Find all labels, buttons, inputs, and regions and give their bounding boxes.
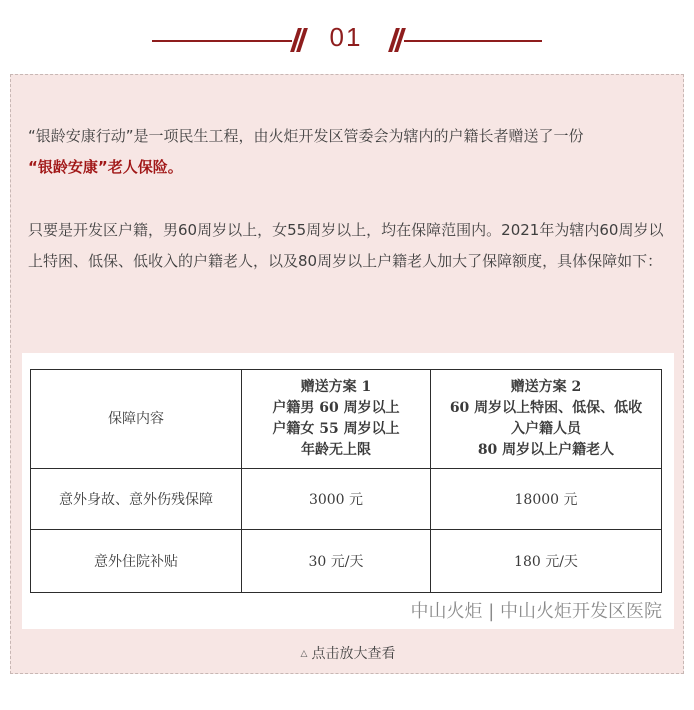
intro-paragraph <box>28 121 668 183</box>
table-row <box>31 469 662 530</box>
header-plan-1 <box>242 370 431 469</box>
plan-2-line-2: 入户籍人员 <box>511 421 581 437</box>
plan-2-title: 赠送方案 2 <box>510 379 582 395</box>
insurance-plan-table <box>30 369 662 593</box>
insurance-table-image[interactable] <box>22 353 674 629</box>
section-header <box>0 0 694 74</box>
row-plan-2-value: 18000 元 <box>431 469 662 530</box>
plan-1-age-limit: 年龄无上限 <box>301 442 371 458</box>
header-right-rule <box>404 40 542 42</box>
header-coverage: 保障内容 <box>31 370 242 469</box>
eligibility-paragraph: 只要是开发区户籍，男60周岁以上，女55周岁以上，均在保障范围内。2021年为辖内60周岁以上特困、低保、低收入的户籍老人，以及80周岁以上户籍老人加大了保障额度，具体保障如下： <box>28 221 664 270</box>
row-plan-1-value: 3000 元 <box>242 469 431 530</box>
plan-1-female: 户籍女 55 周岁以上 <box>272 421 400 437</box>
row-plan-1-value: 30 元/天 <box>242 530 431 593</box>
row-item: 意外住院补贴 <box>31 530 242 593</box>
plan-1-male: 户籍男 60 周岁以上 <box>272 400 400 416</box>
row-item: 意外身故、意外伤残保障 <box>31 469 242 530</box>
section-number: 01 <box>329 22 363 52</box>
content-card <box>10 74 684 674</box>
table-row <box>31 530 662 593</box>
intro-highlight: “银龄安康”老人保险。 <box>28 158 183 176</box>
plan-2-line-3: 80 周岁以上户籍老人 <box>477 442 615 458</box>
plan-2-line-1: 60 周岁以上特困、低保、低收 <box>449 400 643 416</box>
intro-text: “银龄安康行动”是一项民生工程，由火炬开发区管委会为辖内的户籍长者赠送了一份 <box>28 127 584 145</box>
row-plan-2-value: 180 元/天 <box>431 530 662 593</box>
table-header-row <box>31 370 662 469</box>
header-plan-2 <box>431 370 662 469</box>
plan-1-title: 赠送方案 1 <box>300 379 372 395</box>
image-watermark: 中山火炬 | 中山火炬开发区医院 <box>410 601 662 622</box>
zoom-caption[interactable] <box>11 643 685 663</box>
caption-text: 点击放大查看 <box>311 646 396 662</box>
header-left-rule <box>152 40 292 42</box>
triangle-up-icon: △ <box>300 649 308 659</box>
